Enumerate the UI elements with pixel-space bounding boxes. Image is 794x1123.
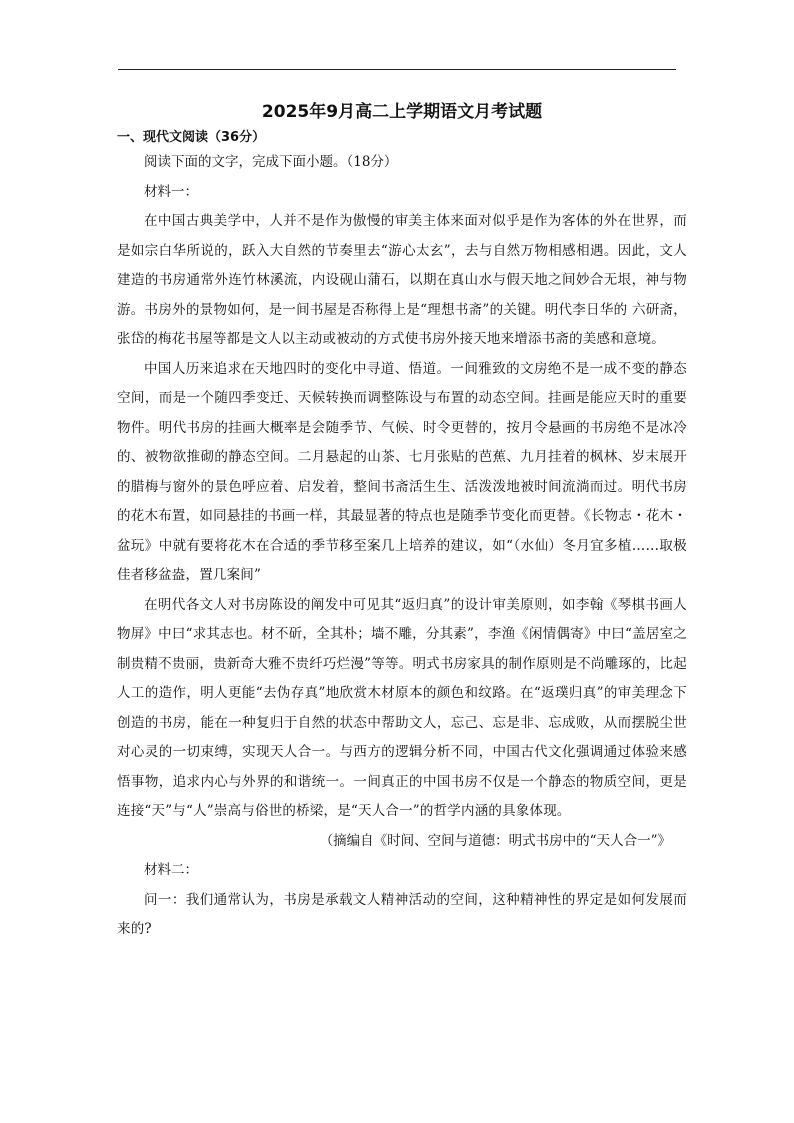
material-one-source: （摘编自《时间、空间与道德：明式书房中的“天人合一”》	[319, 832, 671, 849]
section-heading: 一、现代文阅读（36分）	[117, 130, 266, 145]
material-one-paragraph: 中国人历来追求在天地四时的变化中寻道、悟道。一间雅致的文房绝不是一成不变的静态空间，而是一个随四季变迁、天候转换而调整陈设与布置的动态空间。挂画是能应天时的重要物件。明代书房的挂画大概率是会随季节、气候、时令更替的，按月令悬画的书房绝不是冰冷的、被物欲推砌的静态空间。二月悬起的山茶、七月张贴的芭蕉、九月挂着的枫林、岁末展开的腊梅与窗外的景色呼应着、启发着，整间书斋活生生、活泼泼地被时间流淌而过。明代书房的花木布置，如同悬挂的书画一样，其最显著的特点也是随季节变化而更替。《长物志・花木・盆玩》中就有要将花木在合适的季节移至案几上培养的建议，如“（水仙）冬月宜多植……取极佳者移盆盎，置几案间”	[117, 360, 687, 583]
material-two-label: 材料二：	[144, 862, 198, 878]
material-two-paragraph: 问一：我们通常认为，书房是承载文人精神活动的空间，这种精神性的界定是如何发展而来的?	[117, 891, 687, 937]
material-one-label: 材料一：	[144, 183, 198, 200]
exam-title: 2025年9月高二上学期语文月考试题	[261, 102, 543, 122]
material-one-paragraph: 在明代各文人对书房陈设的阐发中可见其“返归真”的设计审美原则，如李翰《琴棋书画人物屏》中曰“求其志也。材不斫，全其朴；墙不雕，分其素”，李渔《闲情偶寄》中曰“盖居室之制贵精不贵丽，贵新奇大雅不贵纤巧烂漫”等等。明式书房家具的制作原则是不尚雕琢的，比起人工的造作，明人更能“去伪存真”地欣赏木材原本的颜色和纹路。在“返璞归真”的审美理念下创造的书房，能在一种复归于自然的状态中帮助文人，忘己、忘是非、忘成败，从而摆脱尘世对心灵的一切束缚，实现天人合一。与西方的逻辑分析不同，中国古代文化强调通过体验来感悟事物，追求内心与外界的和谐统一。一间真正的中国书房不仅是一个静态的物质空间，更是连接“天”与“人”崇高与俗世的桥梁，是“天人合一”的哲学内涵的具象体现。	[117, 596, 687, 819]
exam-page	[117, 98, 687, 945]
reading-instruction: 阅读下面的文字，完成下面小题。（18分）	[144, 154, 398, 170]
material-one-paragraph: 在中国古典美学中，人并不是作为傲慢的审美主体来面对似乎是作为客体的外在世界，而是如宗白华所说的，跃入大自然的节奏里去“游心太玄”，去与自然万物相感相遇。因此，文人建造的书房通常外连竹林溪流，内设砚山蒲石，以期在真山水与假天地之间妙合无垠，神与物游。书房外的景物如何，是一间书屋是否称得上是“理想书斋”的关键。明代李日华的 六研斋，张岱的梅花书屋等都是文人以主动或被动的方式使书房外接天地来增添书斋的美感和意境。	[117, 213, 687, 347]
header-rule	[118, 69, 676, 70]
